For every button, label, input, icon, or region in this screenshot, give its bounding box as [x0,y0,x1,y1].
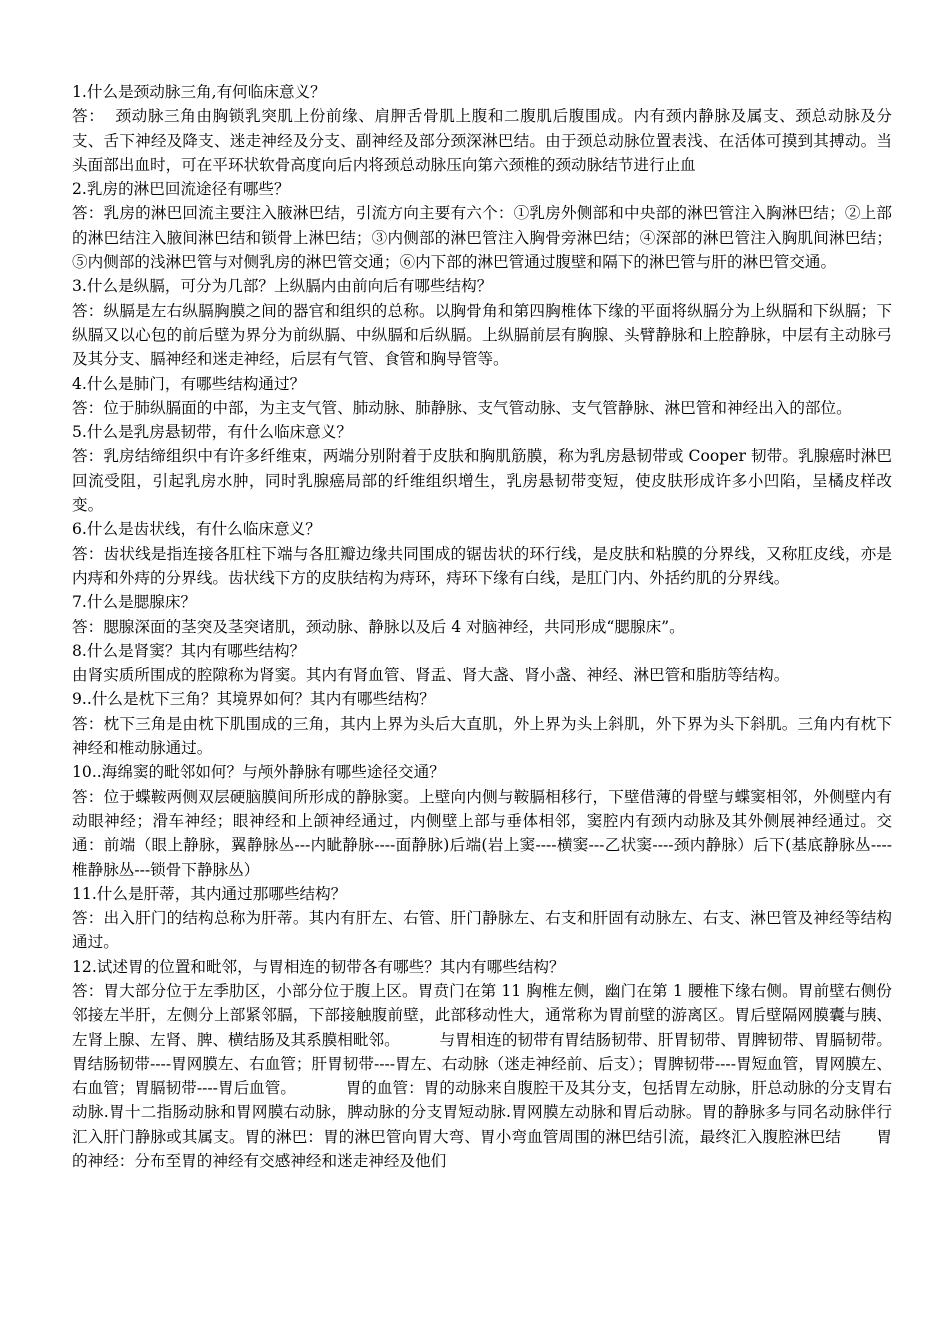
question-4: 4.什么是肺门，有哪些结构通过？ [72,374,306,393]
question-2: 2.乳房的淋巴回流途径有哪些？ [72,180,290,199]
question-3: 3.什么是纵膈，可分为几部？上纵膈内由前向后有哪些结构？ [72,277,493,296]
answer-7: 答：腮腺深面的茎突及茎突诸肌，颈动脉、静脉以及后 4 对脑神经，共同形成“腮腺床”。 [72,617,685,636]
question-1: 1.什么是颈动脉三角,有何临床意义？ [72,83,326,101]
answer-5: 答：乳房结缔组织中有许多纤维束，两端分别附着于皮肤和胸肌筋膜，称为乳房悬韧带或 Cooper 韧带。乳腺癌时淋巴回流受阻，引起乳房水肿，同时乳腺癌局部的纤维组织增生，乳房悬韧带变短，使皮肤形成许多小凹陷，呈橘皮样改变。 [72,447,892,515]
answer-2: 答：乳房的淋巴回流主要注入腋淋巴结，引流方向主要有六个：①乳房外侧部和中央部的淋巴管注入胸淋巴结；②上部的淋巴结注入腋间淋巴结和锁骨上淋巴结；③内侧部的淋巴管注入胸骨旁淋巴结；④深部的淋巴管注入胸肌间淋巴结；⑤内侧部的浅淋巴管与对侧乳房的淋巴管交通；⑥内下部的淋巴管通过腹壁和隔下的淋巴管与肝的淋巴管交通。 [72,204,892,272]
question-11: 11.什么是肝蒂，其内通过那哪些结构？ [72,884,347,903]
answer-11: 答：出入肝门的结构总称为肝蒂。其内有肝左、右管、肝门静脉左、右支和肝固有动脉左、右支、淋巴管及神经等结构通过。 [72,909,892,952]
question-12: 12.试述胃的位置和毗邻，与胃相连的韧带各有哪些？其内有哪些结构？ [72,957,565,976]
question-5: 5.什么是乳房悬韧带，有什么临床意义？ [72,423,352,442]
answer-4: 答：位于肺纵膈面的中部，为主支气管、肺动脉、肺静脉、支气管动脉、支气管静脉、淋巴管和神经出入的部位。 [72,398,852,417]
question-6: 6.什么是齿状线，有什么临床意义？ [72,520,321,539]
answer-6: 答：齿状线是指连接各肛柱下端与各肛瓣边缘共同围成的锯齿状的环行线，是皮肤和粘膜的分界线，又称肛皮线，亦是内痔和外痔的分界线。齿状线下方的皮肤结构为痔环，痔环下缘有白线，是肛门内、外括约肌的分界线。 [72,544,892,587]
answer-9: 答：枕下三角是由枕下肌围成的三角，其内上界为头后大直肌，外上界为头上斜肌，外下界为头下斜肌。三角内有枕下神经和椎动脉通过。 [72,714,892,758]
answer-1: 答： 颈动脉三角由胸锁乳突肌上份前缘、肩胛舌骨肌上腹和二腹肌后腹围成。内有颈内静脉及属支、颈总动脉及分支、舌下神经及降支、迷走神经及分支、副神经及部分颈深淋巴结。由于颈总动脉位置表浅、在活体可摸到其搏动。当头面部出血时，可在平环状软骨高度向后内将颈总动脉压向第六颈椎的颈动脉结节进行止血 [72,107,892,174]
document-page [72,80,892,1173]
answer-10: 答：位于蝶鞍两侧双层硬脑膜间所形成的静脉窦。上壁向内侧与鞍膈相移行，下壁借薄的骨壁与蝶窦相邻，外侧壁内有动眼神经；滑车神经；眼神经和上颌神经通过，内侧壁上部与垂体相邻，窦腔内有颈内动脉及其外侧展神经通过。交通：前端（眼上静脉，翼静脉丛---内眦静脉----面静脉)后端(岩上窦----横窦---乙状窦----颈内静脉）后下(基底静脉丛----椎静脉丛---锁骨下静脉丛） [72,787,892,879]
question-8: 8.什么是肾窦？其内有哪些结构？ [72,641,306,660]
answer-3: 答：纵膈是左右纵膈胸膜之间的器官和组织的总称。以胸骨角和第四胸椎体下缘的平面将纵膈分为上纵膈和下纵膈；下纵膈又以心包的前后壁为界分为前纵膈、中纵膈和后纵膈。上纵膈前层有胸腺、头臂静脉和上腔静脉，中层有主动脉弓及其分支、膈神经和迷走神经，后层有气管、食管和胸导管等。 [72,301,892,369]
question-9: 9..什么是枕下三角？其境界如何？其内有哪些结构？ [72,690,435,709]
answer-8: 由肾实质所围成的腔隙称为肾窦。其内有肾血管、肾盂、肾大盏、肾小盏、神经、淋巴管和脂肪等结构。 [72,666,790,685]
answer-12: 答：胃大部分位于左季肋区，小部分位于腹上区。胃贲门在第 11 胸椎左侧，幽门在第 1 腰椎下缘右侧。胃前壁右侧份邻接左半肝，左侧分上部紧邻膈，下部接触腹前壁，此部移动性大，通常称为胃前壁的游离区。胃后壁隔网膜囊与胰、左肾上腺、左肾、脾、横结肠及其系膜相毗邻。 与胃相连的韧带有胃结肠韧带、肝胃韧带、胃脾韧带、胃膈韧带。胃结肠韧带----胃网膜左、右血管；肝胃韧带----胃左、右动脉（迷走神经前、后支）；胃脾韧带----胃短血管，胃网膜左、右血管；胃膈韧带----胃后血管。 胃的血管：胃的动脉来自腹腔干及其分支，包括胃左动脉，肝总动脉的分支胃右动脉.胃十二指肠动脉和胃网膜右动脉，脾动脉的分支胃短动脉.胃网膜左动脉和胃后动脉。胃的静脉多与同名动脉伴行汇入肝门静脉或其属支。胃的淋巴：胃的淋巴管向胃大弯、胃小弯血管周围的淋巴结引流，最终汇入腹腔淋巴结 胃的神经：分布至胃的神经有交感神经和迷走神经及他们 [72,981,892,1171]
question-7: 7.什么是腮腺床？ [72,593,197,612]
question-10: 10..海绵窦的毗邻如何？与颅外静脉有哪些途径交通？ [72,763,445,782]
